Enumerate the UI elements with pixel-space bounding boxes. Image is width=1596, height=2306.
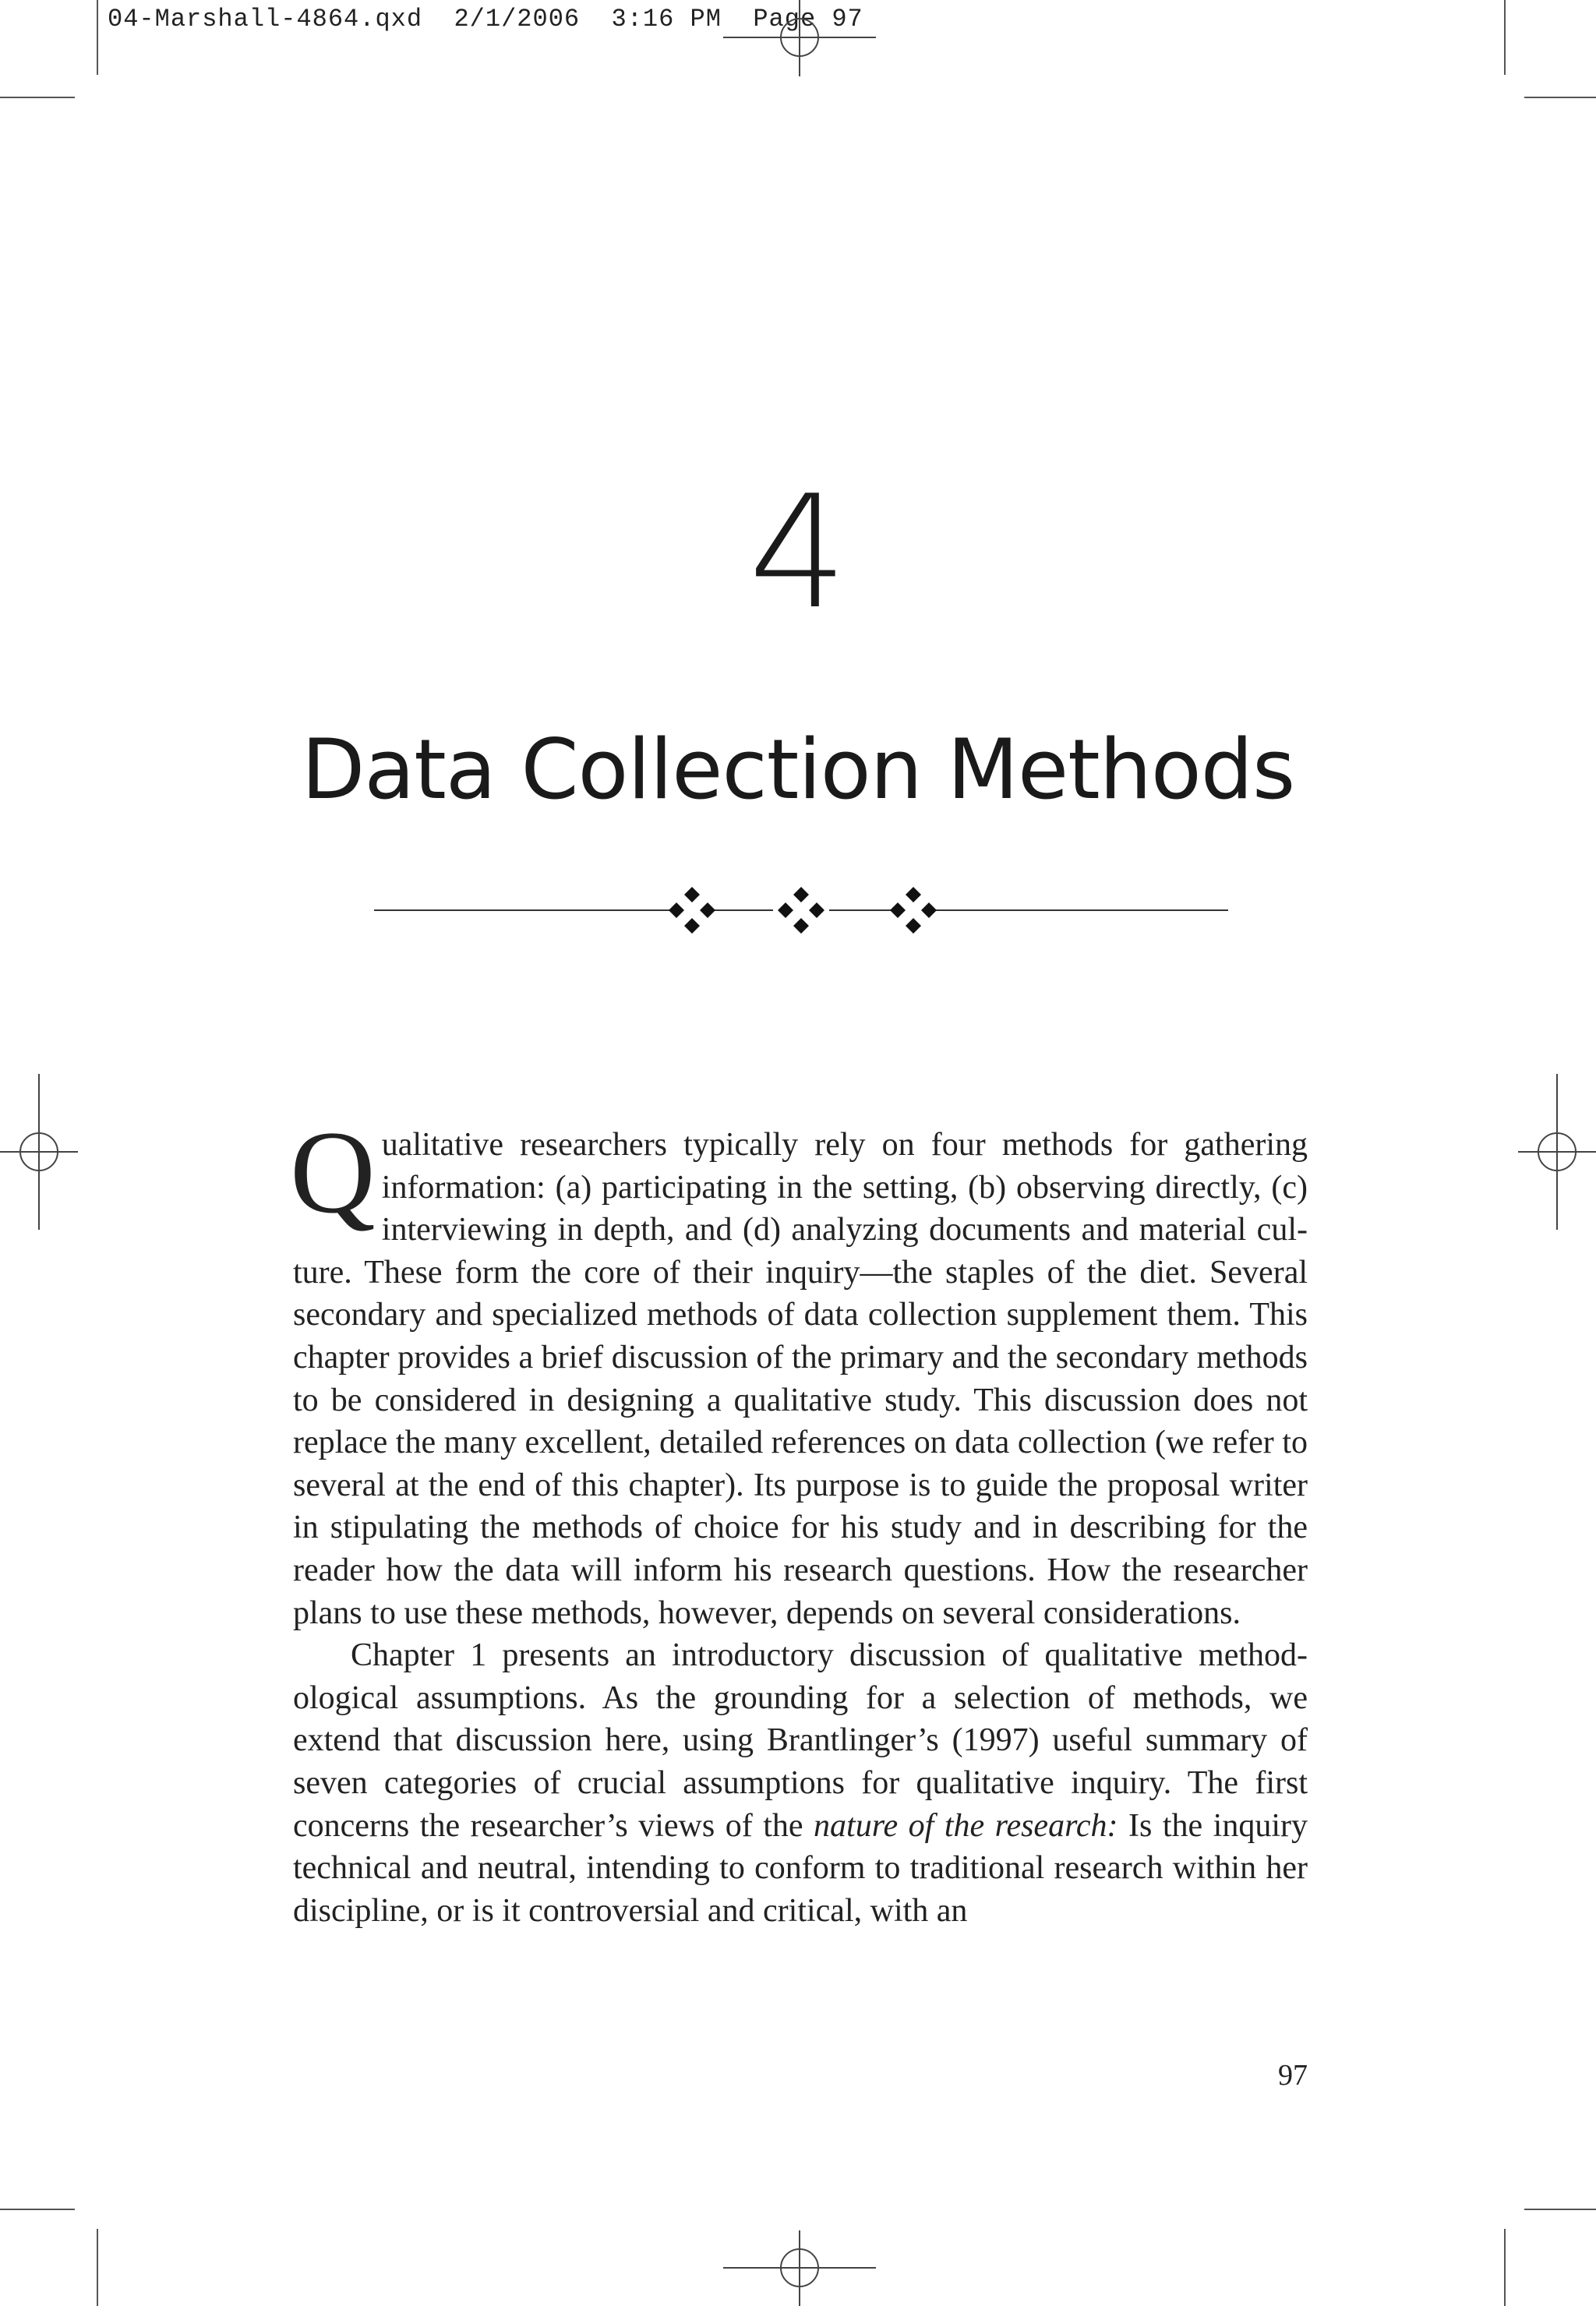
crop-mark-bottom-right-vertical	[1504, 2229, 1506, 2306]
chapter-ornament-divider-icon	[374, 881, 1228, 943]
slug-line: 04-Marshall-4864.qxd 2/1/2006 3:16 PM Page 97	[108, 5, 863, 34]
crop-mark-bottom-left-vertical	[97, 2229, 98, 2306]
drop-cap: Q	[290, 1107, 376, 1238]
chapter-number: 4	[748, 462, 848, 644]
crop-mark-top-right-horizontal	[1524, 97, 1596, 98]
crop-mark-bottom-left-horizontal	[0, 2209, 75, 2210]
paragraph-2-italic-phrase: nature of the research:	[814, 1807, 1118, 1844]
registration-mark-bottom-icon	[722, 2230, 877, 2306]
paragraph-2-text-end: Is the inquiry technical and neutral, intending to conform to traditional research within her discipline, or is it controversial and critical, with an	[293, 1807, 1308, 1929]
registration-mark-top-icon	[722, 0, 877, 78]
paragraph-1-text: ualitative researchers typically rely on four methods for gathering information: (a) participating in the setting, (b) observing directly, (c) interviewing in depth, and (d) analyzing documents and material culture. These form the core of their inquiry—the staples of the diet. Several secondary and specialized methods of data collection supplement them. This chapter provides a brief discussion of the primary and the secondary methods to be considered in designing a qualitative study. This discussion does not replace the many excellent, detailed references on data collection (we refer to several at the end of this chapter). Its purpose is to guide the proposal writer in stipulating the methods of choice for his study and in describing for the reader how the data will inform his research questions. How the researcher plans to use these methods, however, depends on several considerations.	[293, 1127, 1308, 1631]
registration-mark-right-icon	[1518, 1074, 1596, 1230]
crop-mark-bottom-right-horizontal	[1524, 2209, 1596, 2210]
paragraph-1	[290, 1107, 1308, 1634]
body-text	[290, 1107, 1308, 1932]
paragraph-2	[293, 1634, 1308, 1932]
paragraph-2-text-start: Chapter 1 presents an introductory discussion of qualitative methodological assumptions. As the grounding for a selection of methods, we extend that discussion here, using Brantlinger’s (1997) useful summary of seven categories of crucial assumptions for qualitative inquiry. The first concerns the researcher’s views of the	[293, 1637, 1308, 1844]
registration-mark-left-icon	[0, 1074, 78, 1230]
chapter-title: Data Collection Methods	[301, 722, 1295, 818]
crop-mark-top-right-vertical	[1504, 0, 1506, 75]
page-number: 97	[1278, 2059, 1308, 2092]
crop-mark-top-left-vertical	[97, 0, 98, 75]
crop-mark-top-left-horizontal	[0, 97, 75, 98]
